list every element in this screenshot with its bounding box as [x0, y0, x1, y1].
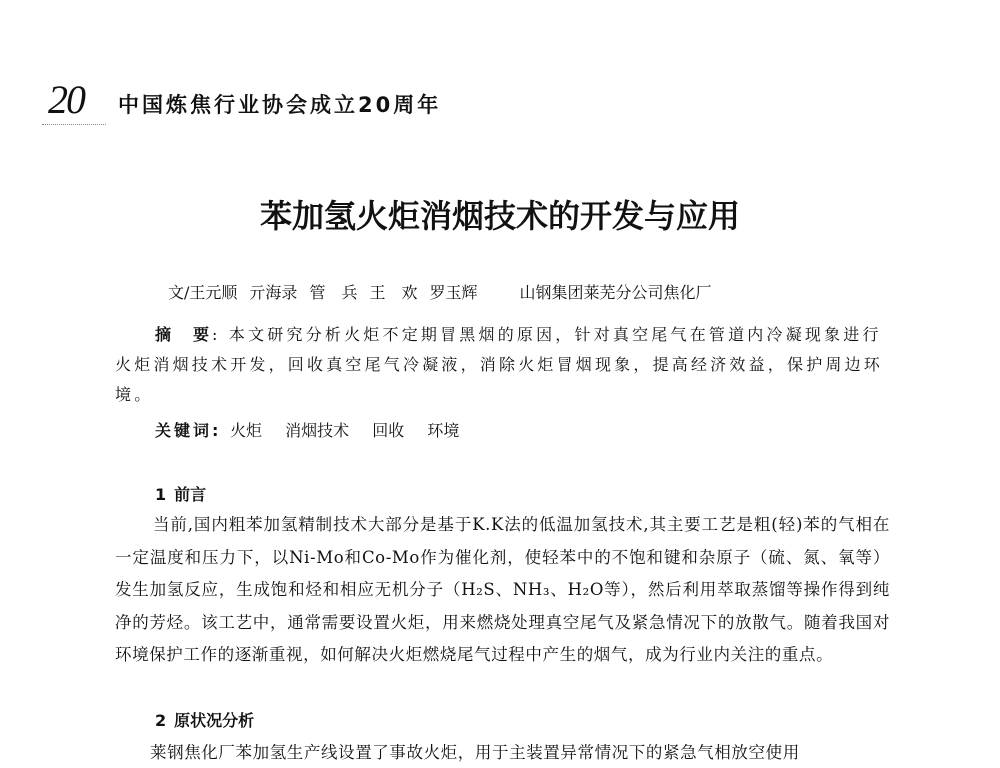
section-title: 原状况分析 [174, 711, 255, 730]
section-body: 当前,国内粗苯加氢精制技术大部分是基于K.K法的低温加氢技术,其主要工艺是粗(轻)苯的气相在一定温度和压力下，以Ni-Mo和Co-Mo作为催化剂，使轻苯中的不饱和键和杂原子（硫、氮、氧等）发生加氢反应，生成饱和烃和相应无机分子（H₂S、NH₃、H₂O等），然后利用萃取蒸馏等操作得到纯净的芳烃。该工艺中，通常需要设置火炬，用来燃烧处理真空尾气及紧急情况下的放散气。随着我国对环境保护工作的逐渐重视，如何解决火炬燃烧尾气过程中产生的烟气，成为行业内关注的重点。 [115, 515, 890, 665]
abstract [115, 320, 895, 410]
section-number: 1 [155, 485, 167, 504]
author-name: 王 欢 [369, 283, 418, 302]
section-body-first-line: 莱钢焦化厂苯加氢生产线设置了事故火炬，用于主装置异常情况下的紧急气相放空使用 [150, 743, 800, 762]
keywords-colon: : [212, 421, 230, 440]
section-heading [155, 484, 206, 506]
author-name: 亓海录 [249, 283, 298, 302]
authors-prefix: 文/ [168, 283, 190, 302]
abstract-label: 摘 要 [155, 325, 213, 344]
section-heading [155, 710, 254, 732]
series-title: 中国炼焦行业协会成立20周年 [118, 93, 442, 117]
keyword: 火炬 [229, 421, 262, 440]
keywords [155, 418, 477, 444]
decorative-dotted-rule [42, 124, 106, 125]
keyword: 回收 [372, 421, 405, 440]
author-line [168, 283, 712, 303]
article-title: 苯加氢火炬消烟技术的开发与应用 [259, 197, 740, 235]
keyword: 消烟技术 [285, 421, 350, 440]
keyword: 环境 [427, 421, 460, 440]
author-name: 王元顺 [189, 283, 238, 302]
running-header [40, 78, 640, 128]
author-affiliation: 山钢集团莱芜分公司焦化厂 [519, 283, 712, 302]
keywords-label: 关键词 [155, 421, 213, 440]
author-name: 管 兵 [309, 283, 358, 302]
section-number: 2 [155, 711, 167, 730]
abstract-text: : 本文研究分析火炬不定期冒黑烟的原因，针对真空尾气在管道内冷凝现象进行火炬消烟技术开发，回收真空尾气冷凝液，消除火炬冒烟现象，提高经济效益，保护周边环境。 [115, 325, 884, 404]
author-name: 罗玉辉 [429, 283, 478, 302]
issue-number: 20 [48, 77, 84, 122]
section-title: 前言 [174, 485, 207, 504]
